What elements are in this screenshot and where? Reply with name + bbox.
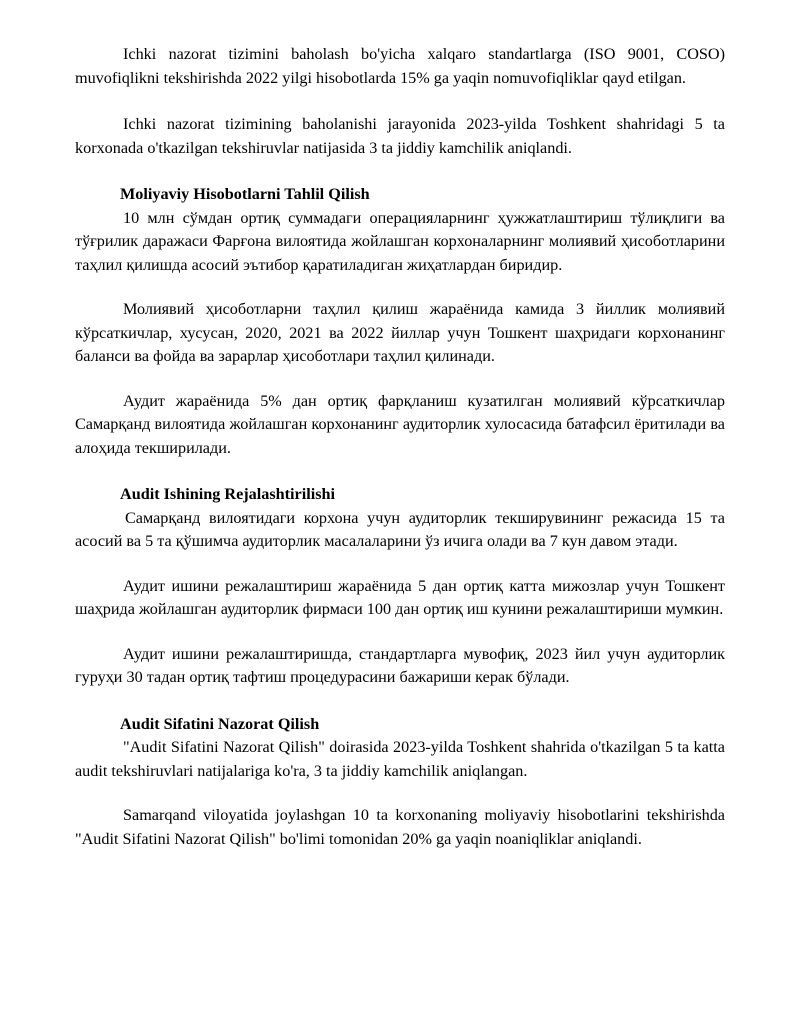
section-heading-audit-rejalashtirish: Audit Ishining Rejalashtirilishi [120,485,335,503]
paragraph: Samarqand viloyatida joylashgan 10 ta korxonaning moliyaviy hisobotlarini tekshirishda "Audit Sifatini Nazorat Qilish" bo'limi tomonidan 20% ga yaqin noaniqliklar aniqlandi. [75,806,725,848]
paragraph: Ichki nazorat tizimini baholash bo'yicha xalqaro standartlarga (ISO 9001, COSO) muvofiqlikni tekshirishda 2022 yilgi hisobotlarda 15% ga yaqin nomuvofiqliklar qayd etilgan. [75,45,725,87]
document-page [75,43,725,851]
paragraph-spacer [75,90,725,113]
section-spacer [75,160,725,183]
section-heading-moliyaviy-hisobotlar: Moliyaviy Hisobotlarni Tahlil Qilish [120,185,370,203]
paragraph: Самарқанд вилоятидаги корхона учун аудиторлик текширувининг режасида 15 та асосий ва 5 та қўшимча аудиторлик масалаларини ўз ичига олади ва 7 кун давом этади. [75,508,725,550]
paragraph: 10 млн сўмдан ортиқ суммадаги операцияларнинг ҳужжатлаштириш тўлиқлиги ва тўғрилик даражаси Фарғона вилоятида жойлашган корхоналарнинг молиявий ҳисоботларини таҳлил қилишда асосий эътибор қаратиладиган жиҳатлардан биридир. [75,208,725,274]
paragraph-spacer [75,277,725,298]
paragraph-spacer [75,554,725,575]
paragraph-spacer [75,369,725,390]
paragraph: Аудит ишини режалаштириш жараёнида 5 дан ортиқ катта мижозлар учун Тошкент шаҳрида жойлашган аудиторлик фирмаси 100 дан ортиқ иш кунини режалаштириши мумкин. [75,576,725,618]
section-spacer [75,460,725,483]
paragraph: Аудит ишини режалаштиришда, стандартларга мувофиқ, 2023 йил учун аудиторлик гуруҳи 30 тадан ортиқ тафтиш процедурасини бажариши керак бўлади. [75,644,725,686]
paragraph-spacer [75,622,725,643]
paragraph: Ichki nazorat tizimining baholanishi jarayonida 2023-yilda Toshkent shahridagi 5 ta korxonada o'tkazilgan tekshiruvlar natijasida 3 ta jiddiy kamchilik aniqlandi. [75,115,725,157]
paragraph: Молиявий ҳисоботларни таҳлил қилиш жараёнида камида 3 йиллик молиявий кўрсаткичлар, хусусан, 2020, 2021 ва 2022 йиллар учун Тошкент шаҳридаги корхонанинг баланси ва фойда ва зарарлар ҳисоботлари таҳлил қилинади. [75,300,725,365]
paragraph-spacer [75,783,725,804]
section-heading-audit-sifati: Audit Sifatini Nazorat Qilish [120,714,320,733]
paragraph: Аудит жараёнида 5% дан ортиқ фарқланиш кузатилган молиявий кўрсаткичлар Самарқанд вилоятида жойлашган корхонанинг аудиторлик хулосасида батафсил ёритилади ва алоҳида текширилади. [75,391,725,457]
section-spacer [75,690,725,713]
paragraph: "Audit Sifatini Nazorat Qilish" doirasida 2023-yilda Toshkent shahrida o'tkazilgan 5 ta katta audit tekshiruvlari natijalariga ko'ra, 3 ta jiddiy kamchilik aniqlangan. [75,738,725,780]
